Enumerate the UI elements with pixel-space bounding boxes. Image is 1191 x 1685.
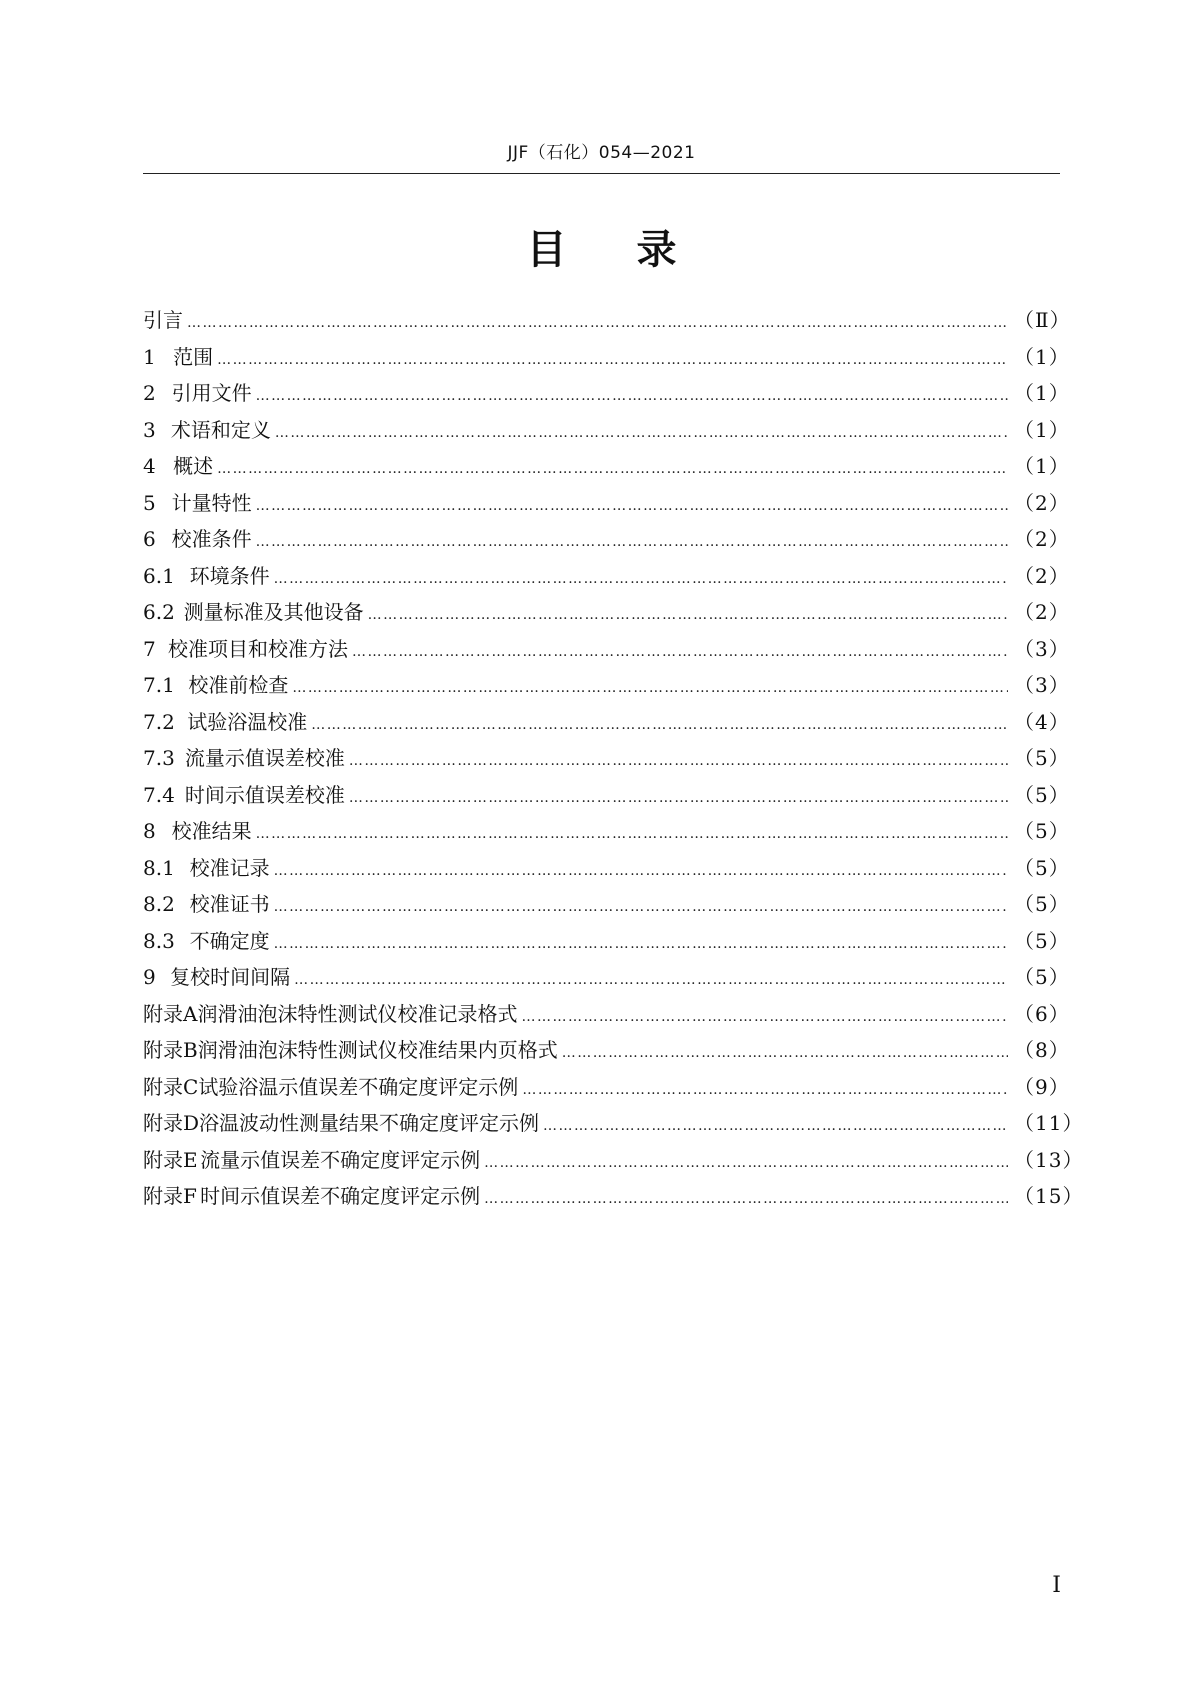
dot-leader — [274, 899, 1008, 915]
dot-leader — [292, 680, 1008, 696]
toc-entry-number: 9 — [143, 965, 156, 989]
toc-entry-number: 附录E — [143, 1147, 198, 1172]
toc-entry-label: 校准证书 — [189, 892, 270, 916]
toc-entry-number: 8 — [143, 819, 156, 843]
toc-entry-number: 附录C — [143, 1074, 199, 1099]
table-of-contents — [143, 304, 1084, 1217]
toc-entry-label: 计量特性 — [171, 490, 252, 515]
toc-entry-label: 时间示值误差校准 — [184, 782, 345, 807]
dot-leader — [217, 461, 1008, 477]
toc-entry[interactable] — [143, 304, 1071, 341]
toc-entry-number: 1 — [143, 344, 156, 369]
toc-entry-number: 附录B — [143, 1038, 198, 1062]
toc-entry-page: （2） — [1014, 490, 1070, 515]
toc-entry[interactable] — [143, 742, 1070, 779]
toc-entry[interactable] — [143, 925, 1070, 962]
toc-entry-page: （3） — [1014, 636, 1070, 661]
toc-entry[interactable] — [143, 888, 1070, 925]
dot-leader — [187, 315, 1008, 331]
toc-entry-number: 8.3 — [143, 928, 175, 953]
toc-entry[interactable] — [143, 669, 1070, 706]
toc-entry-label: 流量示值误差校准 — [184, 746, 345, 770]
toc-entry[interactable] — [143, 487, 1070, 524]
toc-entry-number: 5 — [143, 490, 156, 515]
toc-entry-label: 引言 — [143, 308, 183, 332]
toc-entry[interactable] — [143, 596, 1070, 633]
toc-entry-label: 术语和定义 — [170, 417, 271, 442]
toc-entry[interactable] — [143, 450, 1070, 487]
toc-entry-label: 浴温波动性测量结果不确定度评定示例 — [199, 1111, 540, 1135]
toc-entry-number: 2 — [143, 381, 156, 405]
toc-entry-label: 复校时间间隔 — [170, 965, 291, 989]
toc-entry-number: 7 — [143, 636, 156, 661]
toc-entry-number: 7.1 — [143, 673, 175, 697]
dot-leader — [484, 1155, 1008, 1171]
toc-entry-label: 流量示值误差不确定度评定示例 — [200, 1147, 481, 1172]
dot-leader — [256, 388, 1008, 404]
toc-entry-number: 7.2 — [143, 709, 175, 734]
dot-leader — [349, 753, 1008, 769]
dot-leader — [352, 644, 1008, 660]
toc-entry-page: （11） — [1014, 1111, 1084, 1135]
toc-entry[interactable] — [143, 1107, 1084, 1144]
toc-entry-number: 7.4 — [143, 782, 175, 807]
toc-entry[interactable] — [143, 815, 1070, 852]
toc-entry-page: （5） — [1014, 965, 1070, 989]
toc-entry-label: 校准条件 — [171, 527, 252, 551]
toc-entry-label: 环境条件 — [189, 563, 270, 588]
dot-leader — [522, 1082, 1008, 1098]
header-divider — [143, 173, 1060, 174]
dot-leader — [274, 571, 1008, 587]
dot-leader — [562, 1045, 1008, 1061]
toc-entry[interactable] — [143, 633, 1070, 670]
toc-entry-page: （8） — [1014, 1038, 1070, 1062]
page-number: Ⅰ — [1052, 1573, 1061, 1598]
toc-entry[interactable] — [143, 1071, 1070, 1108]
toc-entry-label: 引用文件 — [171, 381, 252, 405]
toc-entry[interactable] — [143, 414, 1070, 451]
toc-entry-number: 8.2 — [143, 892, 175, 916]
toc-entry[interactable] — [143, 1144, 1084, 1181]
toc-entry-number: 附录A — [143, 1001, 198, 1026]
toc-entry-label: 试验浴温校准 — [187, 709, 308, 734]
toc-entry-label: 范围 — [173, 344, 214, 369]
toc-entry-number: 8.1 — [143, 855, 175, 880]
toc-entry-page: （1） — [1014, 417, 1070, 442]
dot-leader — [349, 790, 1008, 806]
toc-entry-page: （2） — [1014, 527, 1070, 551]
toc-entry[interactable] — [143, 341, 1070, 378]
toc-entry-page: （2） — [1014, 600, 1070, 624]
toc-entry-number: 4 — [143, 454, 156, 478]
dot-leader — [274, 936, 1008, 952]
toc-entry-label: 测量标准及其他设备 — [183, 600, 364, 624]
toc-entry[interactable] — [143, 560, 1070, 597]
toc-entry[interactable] — [143, 523, 1070, 560]
toc-entry-number: 6.1 — [143, 563, 175, 588]
toc-entry-label: 校准项目和校准方法 — [167, 636, 348, 661]
dot-leader — [256, 498, 1008, 514]
toc-entry-label: 润滑油泡沫特性测试仪校准结果内页格式 — [197, 1038, 558, 1062]
toc-entry-page: （3） — [1014, 673, 1070, 697]
toc-entry[interactable] — [143, 377, 1070, 414]
page-title: 目录 — [526, 227, 747, 273]
toc-entry-page: （6） — [1014, 1001, 1070, 1026]
toc-entry-page: （4） — [1014, 709, 1070, 734]
toc-entry-page: （1） — [1014, 381, 1070, 405]
standard-code-header: JJF（石化）054—2021 — [507, 143, 696, 163]
toc-entry-label: 润滑油泡沫特性测试仪校准记录格式 — [197, 1001, 518, 1026]
dot-leader — [368, 607, 1008, 623]
toc-entry-label: 校准前检查 — [188, 673, 289, 697]
dot-leader — [311, 717, 1008, 733]
toc-entry-page: （5） — [1014, 892, 1070, 916]
toc-entry-label: 不确定度 — [189, 928, 270, 953]
toc-entry-label: 校准记录 — [189, 855, 270, 880]
toc-entry-number: 附录D — [143, 1111, 200, 1135]
toc-entry-number: 7.3 — [143, 746, 175, 770]
toc-entry-page: （1） — [1014, 344, 1070, 369]
toc-entry-label: 时间示值误差不确定度评定示例 — [200, 1184, 481, 1208]
dot-leader — [521, 1009, 1008, 1025]
toc-entry[interactable] — [143, 1034, 1070, 1071]
toc-entry[interactable] — [143, 706, 1070, 743]
toc-entry-page: （15） — [1014, 1184, 1084, 1208]
toc-entry-page: （Ⅱ） — [1014, 308, 1071, 332]
toc-entry-page: （5） — [1014, 819, 1070, 843]
toc-entry-number: 附录F — [143, 1184, 197, 1208]
toc-entry-page: （5） — [1014, 855, 1070, 880]
dot-leader — [274, 863, 1008, 879]
toc-entry-page: （2） — [1014, 563, 1070, 588]
dot-leader — [217, 352, 1008, 368]
toc-entry-page: （1） — [1014, 454, 1070, 478]
toc-entry-label: 概述 — [173, 454, 214, 478]
toc-entry-label: 校准结果 — [171, 819, 252, 843]
dot-leader — [256, 534, 1008, 550]
toc-entry-page: （5） — [1014, 928, 1070, 953]
dot-leader — [484, 1191, 1008, 1207]
toc-entry-page: （5） — [1014, 782, 1070, 807]
toc-entry[interactable] — [143, 961, 1070, 998]
dot-leader — [256, 826, 1008, 842]
toc-entry-number: 6.2 — [143, 600, 175, 624]
toc-entry-page: （13） — [1014, 1147, 1084, 1172]
dot-leader — [543, 1118, 1008, 1134]
toc-entry-number: 3 — [143, 417, 156, 442]
toc-entry[interactable] — [143, 998, 1070, 1035]
dot-leader — [275, 425, 1008, 441]
toc-entry-label: 试验浴温示值误差不确定度评定示例 — [198, 1074, 519, 1099]
toc-entry[interactable] — [143, 852, 1070, 889]
toc-entry-page: （9） — [1014, 1074, 1070, 1099]
dot-leader — [294, 972, 1008, 988]
toc-entry-page: （5） — [1014, 746, 1070, 770]
toc-entry[interactable] — [143, 1180, 1084, 1217]
toc-entry[interactable] — [143, 779, 1070, 816]
toc-entry-number: 6 — [143, 527, 156, 551]
